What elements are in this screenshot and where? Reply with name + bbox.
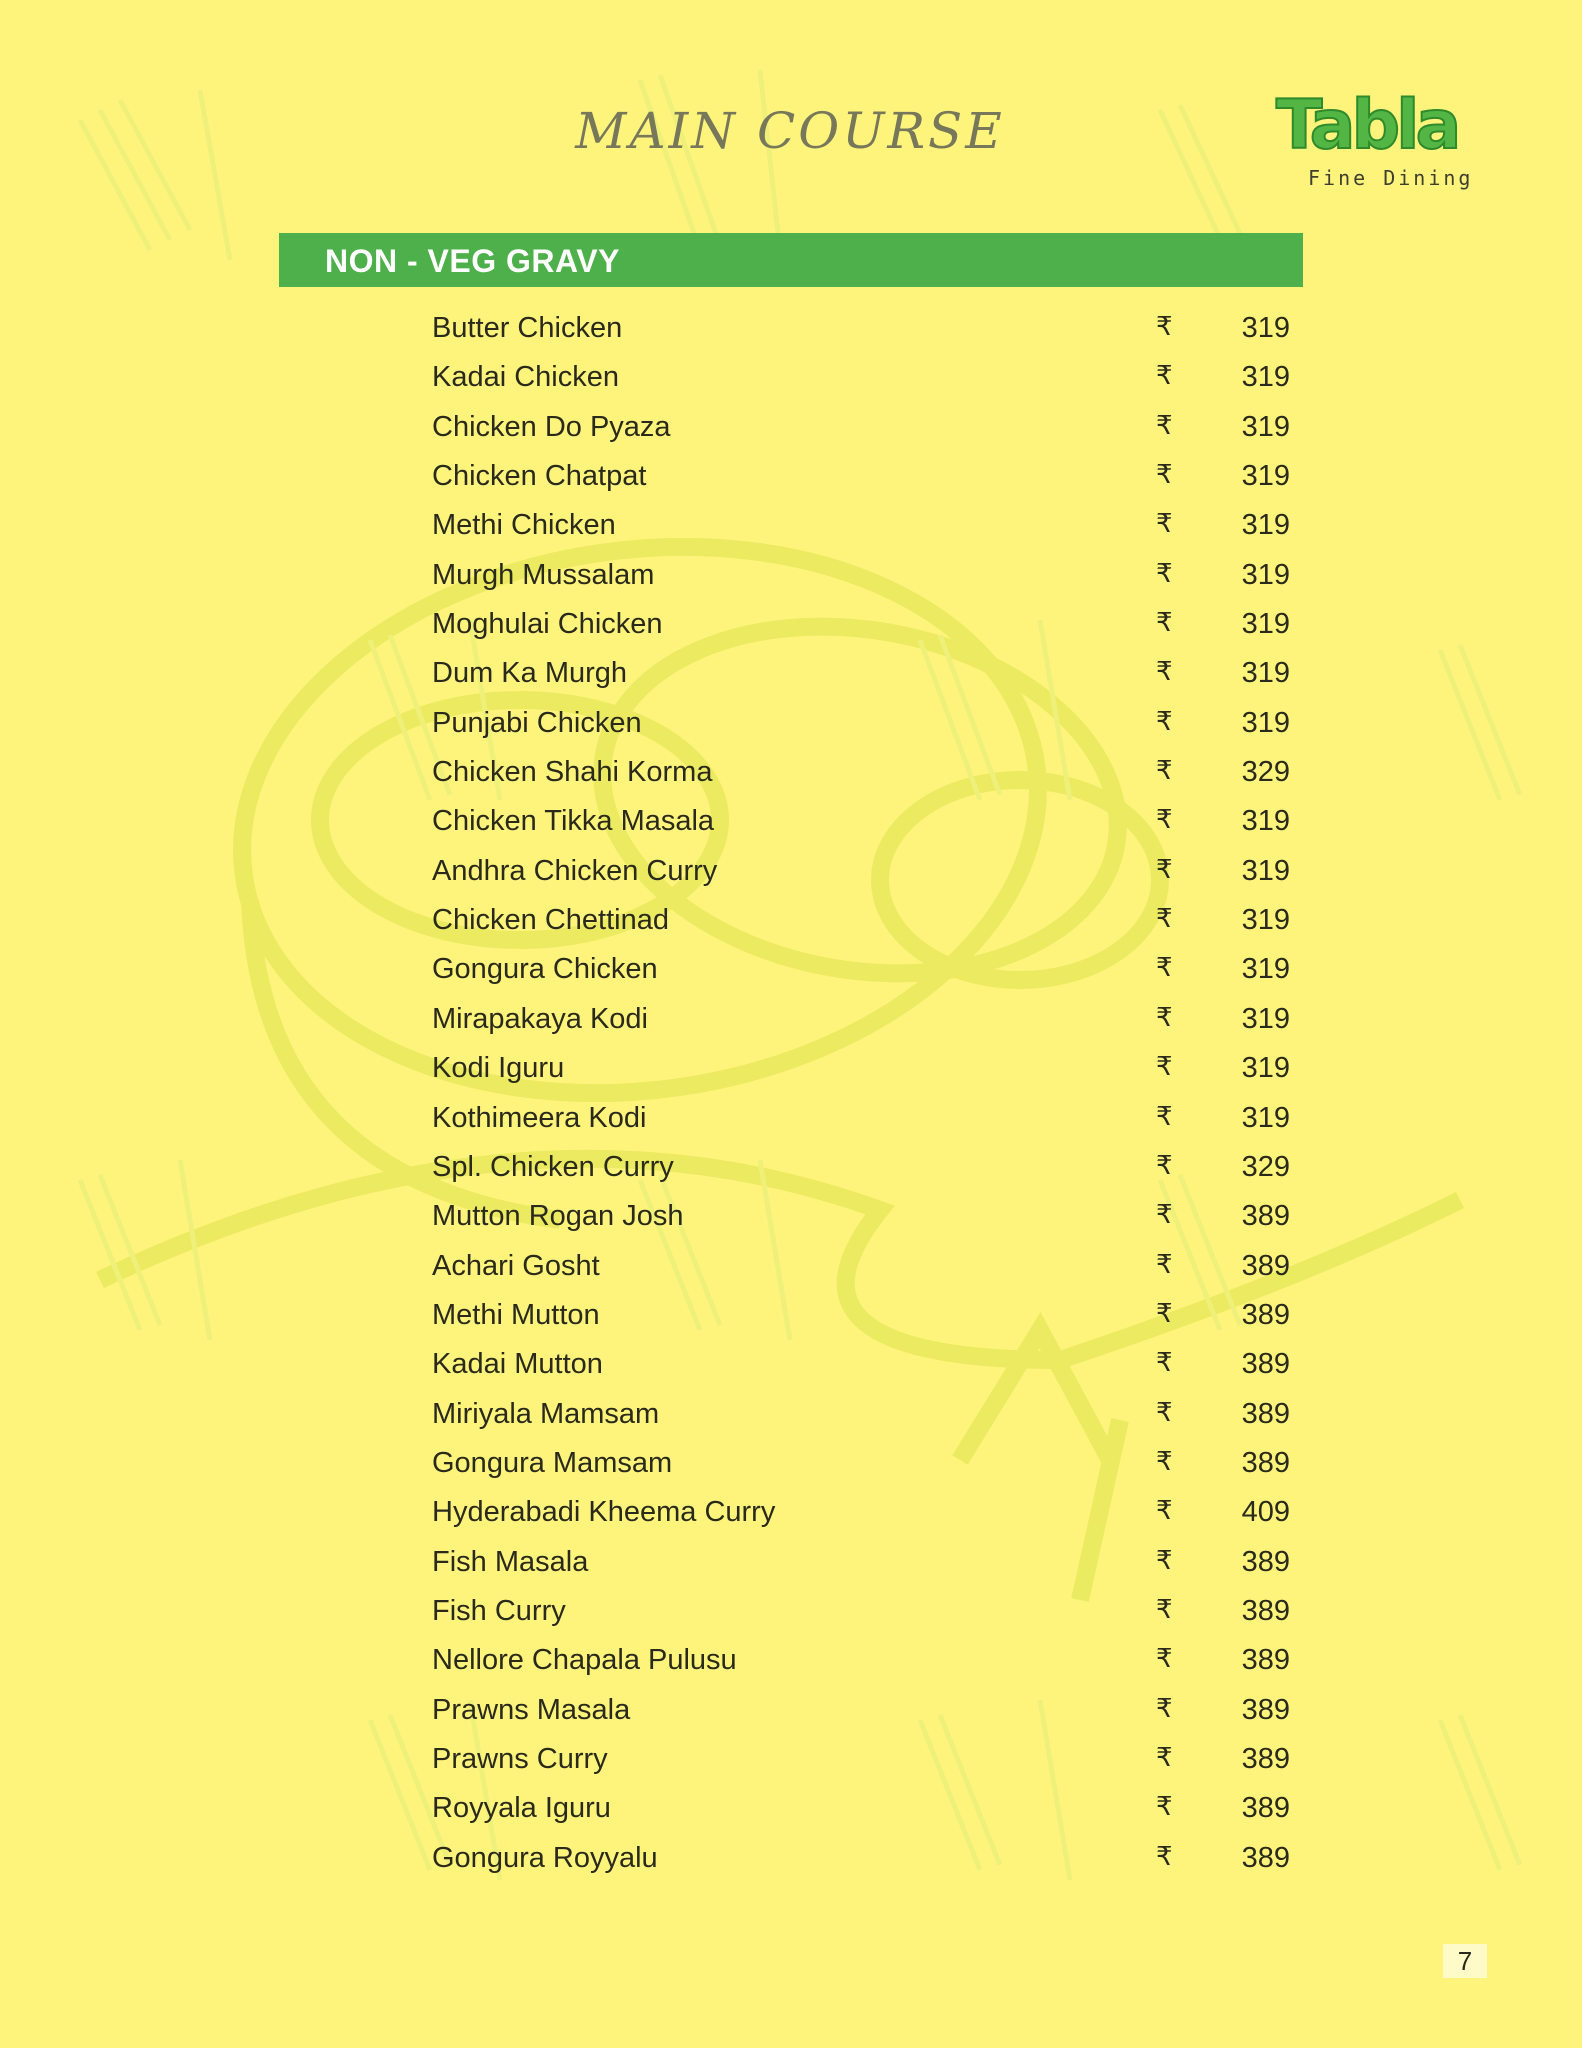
currency-symbol: ₹ (1156, 1545, 1173, 1576)
menu-item (0, 1496, 1582, 1545)
menu-item (0, 559, 1582, 608)
menu-item-name: Gongura Mamsam (432, 1446, 673, 1479)
menu-item-name: Fish Masala (432, 1545, 589, 1578)
menu-item-name: Chicken Chettinad (432, 904, 669, 937)
menu-item-price: 389 (1241, 1742, 1290, 1775)
menu-item-price: 319 (1241, 1101, 1290, 1134)
menu-item-name: Butter Chicken (432, 312, 623, 344)
menu-item-name: Dum Ka Murgh (432, 657, 628, 690)
menu-item-price: 319 (1241, 854, 1290, 887)
menu-item (0, 509, 1582, 558)
menu-item-name: Chicken Do Pyaza (432, 410, 671, 443)
menu-item (0, 608, 1582, 657)
menu-item (0, 1102, 1582, 1151)
currency-symbol: ₹ (1156, 1644, 1173, 1675)
currency-symbol: ₹ (1156, 1298, 1173, 1329)
page-title: MAIN COURSE (575, 102, 1005, 160)
menu-item-price: 389 (1241, 1249, 1290, 1282)
menu-item (0, 707, 1582, 756)
menu-item-price: 329 (1241, 756, 1290, 789)
menu-item (0, 1151, 1582, 1200)
menu-item (0, 756, 1582, 805)
menu-item-name: Andhra Chicken Curry (432, 854, 718, 887)
menu-item-price: 329 (1241, 1150, 1290, 1183)
menu-item-price: 319 (1241, 805, 1290, 838)
menu-item-name: Prawns Curry (432, 1742, 608, 1775)
logo-tagline: Fine Dining (1308, 166, 1474, 190)
menu-item (0, 1447, 1582, 1496)
menu-item-name: Kadai Mutton (432, 1348, 603, 1381)
menu-item-name: Nellore Chapala Pulusu (432, 1644, 737, 1677)
currency-symbol: ₹ (1156, 1249, 1173, 1280)
currency-symbol: ₹ (1156, 312, 1173, 342)
currency-symbol: ₹ (1156, 460, 1173, 491)
currency-symbol: ₹ (1156, 657, 1173, 688)
menu-item-name: Chicken Shahi Korma (432, 756, 713, 789)
menu-item-name: Hyderabadi Kheema Curry (432, 1496, 776, 1529)
menu-item-name: Gongura Chicken (432, 953, 658, 986)
menu-item-price: 319 (1241, 953, 1290, 986)
currency-symbol: ₹ (1156, 1397, 1173, 1428)
menu-item (0, 1299, 1582, 1348)
menu-item-price: 389 (1241, 1545, 1290, 1578)
menu-item (0, 312, 1582, 361)
menu-item-name: Kadai Chicken (432, 361, 619, 394)
currency-symbol: ₹ (1156, 1101, 1173, 1132)
logo-wordmark: Tabla (1276, 86, 1458, 165)
menu-item (0, 361, 1582, 410)
menu-item (0, 1398, 1582, 1447)
currency-symbol: ₹ (1156, 904, 1173, 935)
menu-item-price: 389 (1241, 1792, 1290, 1825)
menu-item (0, 411, 1582, 460)
currency-symbol: ₹ (1156, 1841, 1173, 1872)
menu-item-price: 319 (1241, 312, 1290, 344)
menu-item-name: Kodi Iguru (432, 1052, 565, 1085)
menu-item (0, 1250, 1582, 1299)
menu-item-price: 319 (1241, 1052, 1290, 1085)
currency-symbol: ₹ (1156, 1446, 1173, 1477)
menu-item-price: 389 (1241, 1644, 1290, 1677)
menu-item-price: 389 (1241, 1594, 1290, 1627)
menu-item-name: Mirapakaya Kodi (432, 1002, 648, 1035)
menu-item (0, 1595, 1582, 1644)
menu-item-name: Methi Mutton (432, 1298, 600, 1331)
currency-symbol: ₹ (1156, 1594, 1173, 1625)
currency-symbol: ₹ (1156, 1002, 1173, 1033)
menu-item-price: 409 (1241, 1496, 1290, 1529)
menu-item-name: Punjabi Chicken (432, 706, 642, 739)
menu-item-price: 319 (1241, 361, 1290, 394)
menu-item-price: 319 (1241, 460, 1290, 493)
menu-item (0, 855, 1582, 904)
menu-item-price: 389 (1241, 1693, 1290, 1726)
section-title: NON - VEG GRAVY (325, 243, 620, 279)
menu-item (0, 1743, 1582, 1792)
menu-item-price: 389 (1241, 1200, 1290, 1233)
menu-item (0, 1052, 1582, 1101)
menu-item-name: Royyala Iguru (432, 1792, 611, 1825)
menu-item-name: Gongura Royyalu (432, 1841, 658, 1874)
menu-item-price: 319 (1241, 608, 1290, 641)
menu-item-name: Moghulai Chicken (432, 608, 663, 641)
menu-item-name: Methi Chicken (432, 509, 616, 542)
menu-item (0, 657, 1582, 706)
currency-symbol: ₹ (1156, 1742, 1173, 1773)
menu-item (0, 1348, 1582, 1397)
menu-item (0, 1842, 1582, 1891)
menu-item-name: Murgh Mussalam (432, 558, 655, 591)
menu-item (0, 1792, 1582, 1841)
menu-item-name: Miriyala Mamsam (432, 1397, 660, 1430)
menu-item (0, 1644, 1582, 1693)
menu-item-price: 319 (1241, 410, 1290, 443)
menu-item (0, 460, 1582, 509)
currency-symbol: ₹ (1156, 1496, 1173, 1527)
menu-item-price: 319 (1241, 558, 1290, 591)
menu-item-price: 389 (1241, 1841, 1290, 1874)
currency-symbol: ₹ (1156, 361, 1173, 392)
page-number: 7 (1443, 1944, 1487, 1978)
menu-item-name: Fish Curry (432, 1594, 566, 1627)
menu-item-name: Achari Gosht (432, 1249, 600, 1282)
menu-item-list (0, 312, 1582, 1891)
menu-item-price: 389 (1241, 1446, 1290, 1479)
menu-item-name: Spl. Chicken Curry (432, 1150, 674, 1183)
currency-symbol: ₹ (1156, 1792, 1173, 1823)
currency-symbol: ₹ (1156, 608, 1173, 639)
menu-item-price: 389 (1241, 1298, 1290, 1331)
currency-symbol: ₹ (1156, 558, 1173, 589)
menu-item-price: 319 (1241, 706, 1290, 739)
menu-item-name: Chicken Chatpat (432, 460, 647, 493)
menu-item-price: 319 (1241, 904, 1290, 937)
menu-item (0, 1546, 1582, 1595)
menu-item-price: 319 (1241, 509, 1290, 542)
currency-symbol: ₹ (1156, 410, 1173, 441)
currency-symbol: ₹ (1156, 509, 1173, 540)
menu-item-name: Prawns Masala (432, 1693, 631, 1726)
currency-symbol: ₹ (1156, 1200, 1173, 1231)
menu-item-name: Mutton Rogan Josh (432, 1200, 684, 1233)
menu-item (0, 904, 1582, 953)
menu-item-price: 319 (1241, 1002, 1290, 1035)
menu-item-name: Kothimeera Kodi (432, 1101, 647, 1134)
currency-symbol: ₹ (1156, 1693, 1173, 1724)
menu-item (0, 1694, 1582, 1743)
menu-item (0, 805, 1582, 854)
menu-item-price: 319 (1241, 657, 1290, 690)
currency-symbol: ₹ (1156, 854, 1173, 885)
currency-symbol: ₹ (1156, 953, 1173, 984)
restaurant-logo (1268, 78, 1508, 198)
menu-item-price: 389 (1241, 1397, 1290, 1430)
currency-symbol: ₹ (1156, 1348, 1173, 1379)
currency-symbol: ₹ (1156, 706, 1173, 737)
menu-item (0, 953, 1582, 1002)
menu-item (0, 1200, 1582, 1249)
menu-item-price: 389 (1241, 1348, 1290, 1381)
currency-symbol: ₹ (1156, 756, 1173, 787)
section-header (279, 233, 1303, 287)
currency-symbol: ₹ (1156, 1052, 1173, 1083)
menu-item-name: Chicken Tikka Masala (432, 805, 715, 838)
currency-symbol: ₹ (1156, 1150, 1173, 1181)
currency-symbol: ₹ (1156, 805, 1173, 836)
menu-item (0, 1003, 1582, 1052)
